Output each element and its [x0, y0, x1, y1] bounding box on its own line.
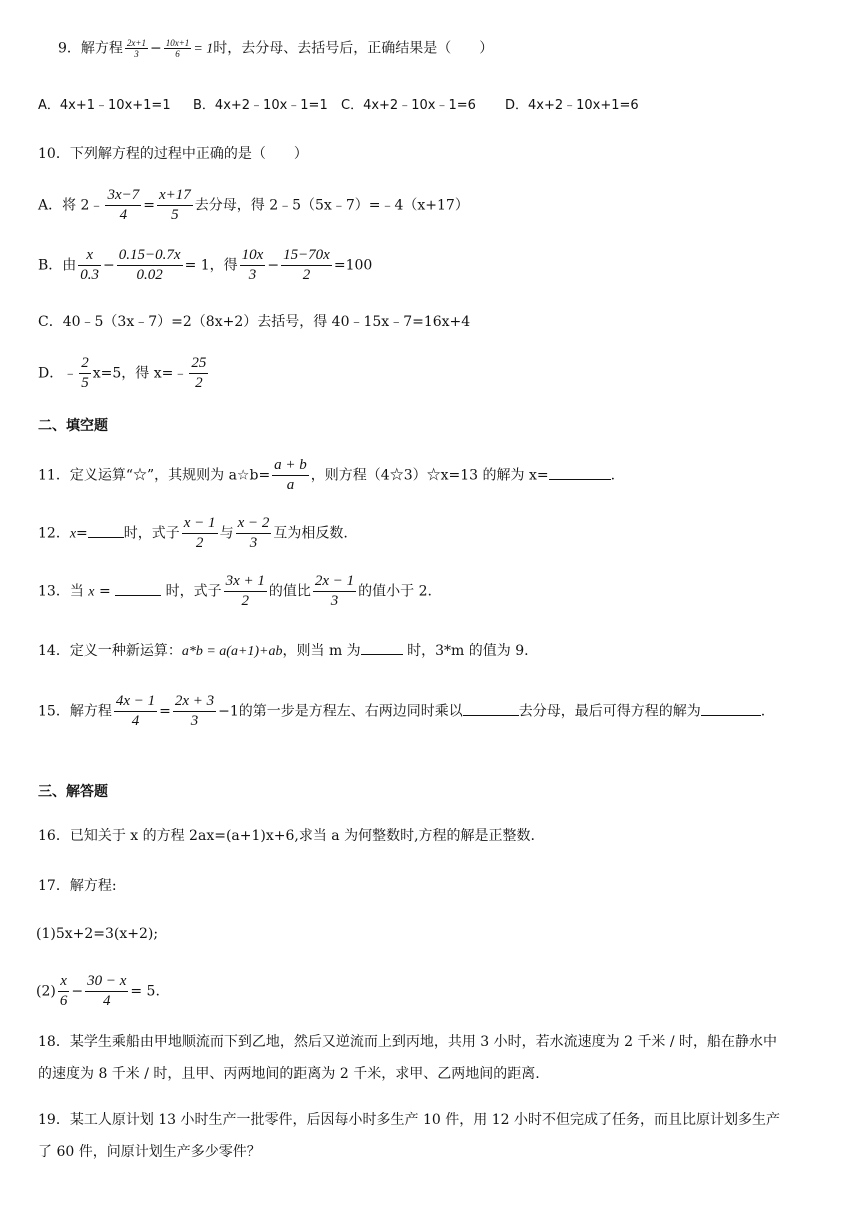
fraction: $\frac{2x - 1}{3}$ — [314, 573, 355, 609]
section-heading-solve: 三、解答题 — [38, 784, 108, 800]
question-17-part-1: (1)5x+2=3(x+2); — [36, 926, 159, 942]
answer-blank[interactable] — [361, 640, 403, 655]
fraction: $\frac{2x+1}{3}$ — [126, 38, 146, 59]
fraction: $\frac{15-70x}{2}$ — [283, 247, 330, 283]
question-14: 14．定义一种新运算：a*b = a(a+1)+ab，则当 m 为 时，3*m 的值为 9. — [38, 640, 830, 662]
answer-blank[interactable] — [463, 701, 519, 716]
section-heading-fill-in: 二、填空题 — [38, 418, 108, 434]
fraction: $\frac{a + b}{a}$ — [274, 457, 307, 493]
question-9-options — [38, 96, 830, 116]
question-17-part-2: (2) $\frac{x}{6}$ − $\frac{30 - x}{4}$ = 5. — [36, 973, 160, 1009]
question-16: 16．已知关于 x 的方程 2ax=(a+1)x+6,求当 a 为何整数时,方程的解是正整数. — [38, 828, 535, 844]
question-18-line-2: 的速度为 8 千米 / 时，且甲、丙两地间的距离为 2 千米，求甲、乙两地间的距离. — [38, 1066, 540, 1082]
question-18-line-1: 18．某学生乘船由甲地顺流而下到乙地，然后又逆流而上到丙地，共用 3 小时，若水流速度为 2 千米 / 时，船在静水中 — [38, 1034, 778, 1050]
fraction: $\frac{x - 1}{2}$ — [183, 515, 216, 551]
answer-blank[interactable] — [701, 701, 761, 716]
question-9-label: 9．解方程 — [58, 40, 123, 57]
question-10-stem: 10．下列解方程的过程中正确的是（ ） — [38, 146, 308, 162]
fraction: $\frac{0.15-0.7x}{0.02}$ — [118, 247, 181, 283]
question-17-stem: 17．解方程: — [38, 878, 117, 894]
fraction: $\frac{10x}{3}$ — [241, 247, 264, 283]
option-c: C．4x+2﹣10x﹣1=6 — [341, 98, 476, 113]
fraction: $\frac{x+17}{5}$ — [158, 187, 191, 223]
fraction: $\frac{x}{6}$ — [59, 973, 68, 1009]
option-d: D．4x+2﹣10x+1=6 — [505, 98, 639, 113]
fraction: $\frac{x - 2}{3}$ — [237, 515, 270, 551]
answer-blank[interactable] — [115, 581, 161, 596]
question-10-option-b: B．由 $\frac{x}{0.3}$ − $\frac{0.15-0.7x}{0.02}$ = 1，得 $\frac{10x}{3}$ − $\frac{15-70x}{2}$ =100 — [38, 247, 373, 283]
question-15: 15．解方程 $\frac{4x - 1}{4}$ = $\frac{2x + 3}{3}$ −1的第一步是方程左、右两边同时乘以 去分母，最后可得方程的解为 . — [38, 693, 766, 729]
fraction: $\frac{3x + 1}{2}$ — [225, 573, 265, 609]
fraction: $\frac{30 - x}{4}$ — [87, 973, 127, 1009]
question-19-line-1: 19．某工人原计划 13 小时生产一批零件，后因每小时多生产 10 件，用 12 小时不但完成了任务，而且比原计划多生产 — [38, 1112, 780, 1128]
fraction: $\frac{10x+1}{6}$ — [165, 38, 190, 59]
question-19-line-2: 了 60 件，问原计划生产多少零件？ — [38, 1144, 261, 1160]
fraction: $\frac{25}{2}$ — [191, 355, 207, 391]
question-9-stem: 9．解方程 $\frac{2x+1}{3}$ − $\frac{10x+1}{6}$ = 1时，去分母、去括号后，正确结果是（ ） — [58, 38, 494, 59]
fraction: $\frac{4x - 1}{4}$ — [115, 693, 156, 729]
fraction: $\frac{3x-7}{4}$ — [107, 187, 140, 223]
fraction: $\frac{2}{5}$ — [81, 355, 89, 391]
question-12: 12．x= 时，式子 $\frac{x - 1}{2}$ 与 $\frac{x - 2}{3}$ 互为相反数. — [38, 515, 348, 551]
question-10-option-d: D．﹣ $\frac{2}{5}$ x=5，得 x=﹣ $\frac{25}{2}$ — [38, 355, 207, 391]
answer-blank[interactable] — [549, 465, 611, 480]
fraction: $\frac{x}{0.3}$ — [80, 247, 100, 283]
question-13: 13．当 x = 时，式子 $\frac{3x + 1}{2}$ 的值比 $\frac{2x - 1}{3}$ 的值小于 2. — [38, 573, 432, 609]
fraction: $\frac{2x + 3}{3}$ — [174, 693, 215, 729]
question-11: 11．定义运算“☆”，其规则为 a☆b= $\frac{a + b}{a}$ ，则方程（4☆3）☆x=13 的解为 x= . — [38, 457, 616, 493]
option-a: A．4x+1﹣10x+1=1 — [38, 98, 171, 113]
question-10-option-a: A．将 2﹣ $\frac{3x-7}{4}$ = $\frac{x+17}{5}$ 去分母，得 2﹣5（5x﹣7）=﹣4（x+17） — [38, 187, 469, 223]
option-b: B．4x+2﹣10x﹣1=1 — [193, 98, 328, 113]
answer-blank[interactable] — [88, 523, 124, 538]
question-10-option-c: C．40﹣5（3x﹣7）=2（8x+2）去括号，得 40﹣15x﹣7=16x+4 — [38, 314, 471, 330]
